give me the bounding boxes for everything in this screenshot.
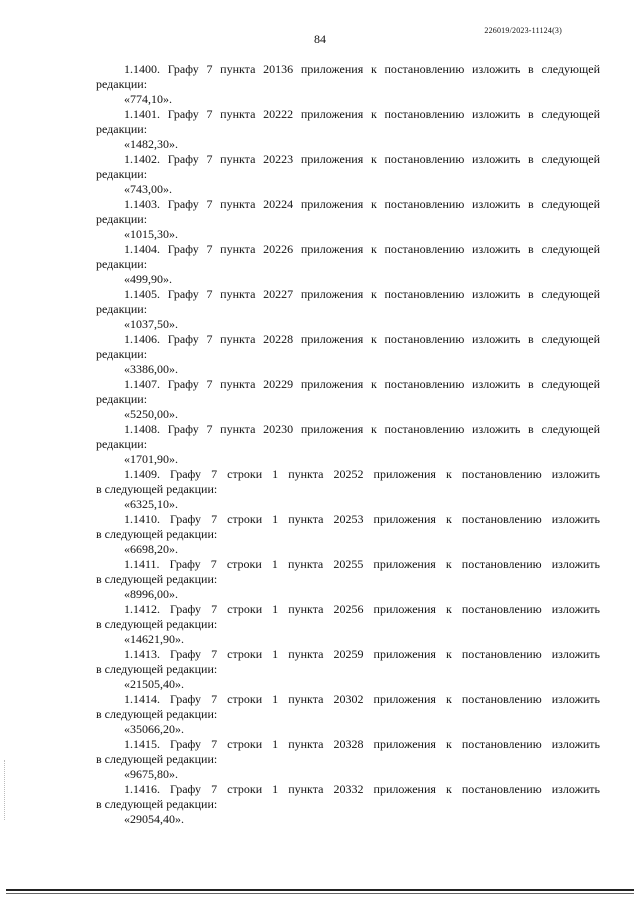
document-number: 226019/2023-11124(3) (484, 26, 562, 35)
clause-text-continuation: в следующей редакции: (96, 617, 218, 631)
clause-text: 1.1400. Графу 7 пункта 20136 приложения к постановлению изложить в следующей (124, 62, 600, 76)
page-bottom-edge-secondary (6, 893, 634, 894)
clause-text-continuation: редакции: (96, 122, 148, 136)
clause-item (96, 647, 600, 692)
clause-text: 1.1409. Графу 7 строки 1 пункта 20252 приложения к постановлению изложить (124, 467, 600, 481)
clause-value: «8996,00». (124, 587, 178, 601)
clause-text-continuation: в следующей редакции: (96, 572, 218, 586)
clause-item (96, 332, 600, 377)
clause-text-continuation: в следующей редакции: (96, 482, 218, 496)
clause-value: «14621,90». (124, 632, 184, 646)
clause-text: 1.1410. Графу 7 строки 1 пункта 20253 приложения к постановлению изложить (124, 512, 600, 526)
clause-item (96, 782, 600, 827)
clause-value: «499,90». (124, 272, 172, 286)
clause-item (96, 152, 600, 197)
clause-text: 1.1404. Графу 7 пункта 20226 приложения к постановлению изложить в следующей (124, 242, 600, 256)
clause-text-continuation: редакции: (96, 257, 148, 271)
clause-value: «9675,80». (124, 767, 178, 781)
document-body (96, 62, 600, 827)
clause-text-continuation: в следующей редакции: (96, 797, 218, 811)
clause-item (96, 107, 600, 152)
clause-value: «6325,10». (124, 497, 178, 511)
clause-text-continuation: редакции: (96, 302, 148, 316)
clause-text: 1.1414. Графу 7 строки 1 пункта 20302 приложения к постановлению изложить (124, 692, 600, 706)
page-bottom-edge (6, 889, 634, 891)
clause-text: 1.1403. Графу 7 пункта 20224 приложения к постановлению изложить в следующей (124, 197, 600, 211)
clause-text: 1.1412. Графу 7 строки 1 пункта 20256 приложения к постановлению изложить (124, 602, 600, 616)
clause-value: «3386,00». (124, 362, 178, 376)
clause-item (96, 287, 600, 332)
clause-item (96, 467, 600, 512)
clause-text-continuation: редакции: (96, 167, 148, 181)
clause-text: 1.1415. Графу 7 строки 1 пункта 20328 приложения к постановлению изложить (124, 737, 600, 751)
clause-value: «1015,30». (124, 227, 178, 241)
clause-value: «29054,40». (124, 812, 184, 826)
clause-text-continuation: в следующей редакции: (96, 662, 218, 676)
clause-item (96, 557, 600, 602)
clause-value: «774,10». (124, 92, 172, 106)
clause-text-continuation: редакции: (96, 437, 148, 451)
clause-value: «35066,20». (124, 722, 184, 736)
clause-value: «6698,20». (124, 542, 178, 556)
clause-text-continuation: в следующей редакции: (96, 752, 218, 766)
clause-text-continuation: в следующей редакции: (96, 707, 218, 721)
clause-item (96, 737, 600, 782)
clause-item (96, 512, 600, 557)
clause-text-continuation: редакции: (96, 212, 148, 226)
clause-text: 1.1401. Графу 7 пункта 20222 приложения к постановлению изложить в следующей (124, 107, 600, 121)
clause-text-continuation: редакции: (96, 392, 148, 406)
clause-value: «743,00». (124, 182, 172, 196)
clause-item (96, 377, 600, 422)
clause-text-continuation: редакции: (96, 347, 148, 361)
clause-value: «5250,00». (124, 407, 178, 421)
clause-item (96, 422, 600, 467)
clause-text: 1.1411. Графу 7 строки 1 пункта 20255 приложения к постановлению изложить (124, 557, 600, 571)
clause-item (96, 62, 600, 107)
clause-value: «1037,50». (124, 317, 178, 331)
clause-text: 1.1402. Графу 7 пункта 20223 приложения к постановлению изложить в следующей (124, 152, 600, 166)
scan-margin-artifact (4, 760, 7, 820)
clause-item (96, 602, 600, 647)
clause-item (96, 692, 600, 737)
clause-item (96, 242, 600, 287)
clause-value: «21505,40». (124, 677, 184, 691)
clause-text: 1.1405. Графу 7 пункта 20227 приложения к постановлению изложить в следующей (124, 287, 600, 301)
clause-value: «1482,30». (124, 137, 178, 151)
clause-text: 1.1406. Графу 7 пункта 20228 приложения к постановлению изложить в следующей (124, 332, 600, 346)
clause-text-continuation: в следующей редакции: (96, 527, 218, 541)
clause-text: 1.1413. Графу 7 строки 1 пункта 20259 приложения к постановлению изложить (124, 647, 600, 661)
clause-text: 1.1408. Графу 7 пункта 20230 приложения к постановлению изложить в следующей (124, 422, 600, 436)
page-number: 84 (314, 32, 326, 46)
clause-text: 1.1407. Графу 7 пункта 20229 приложения к постановлению изложить в следующей (124, 377, 600, 391)
clause-value: «1701,90». (124, 452, 178, 466)
clause-text-continuation: редакции: (96, 77, 148, 91)
clause-item (96, 197, 600, 242)
clause-text: 1.1416. Графу 7 строки 1 пункта 20332 приложения к постановлению изложить (124, 782, 600, 796)
